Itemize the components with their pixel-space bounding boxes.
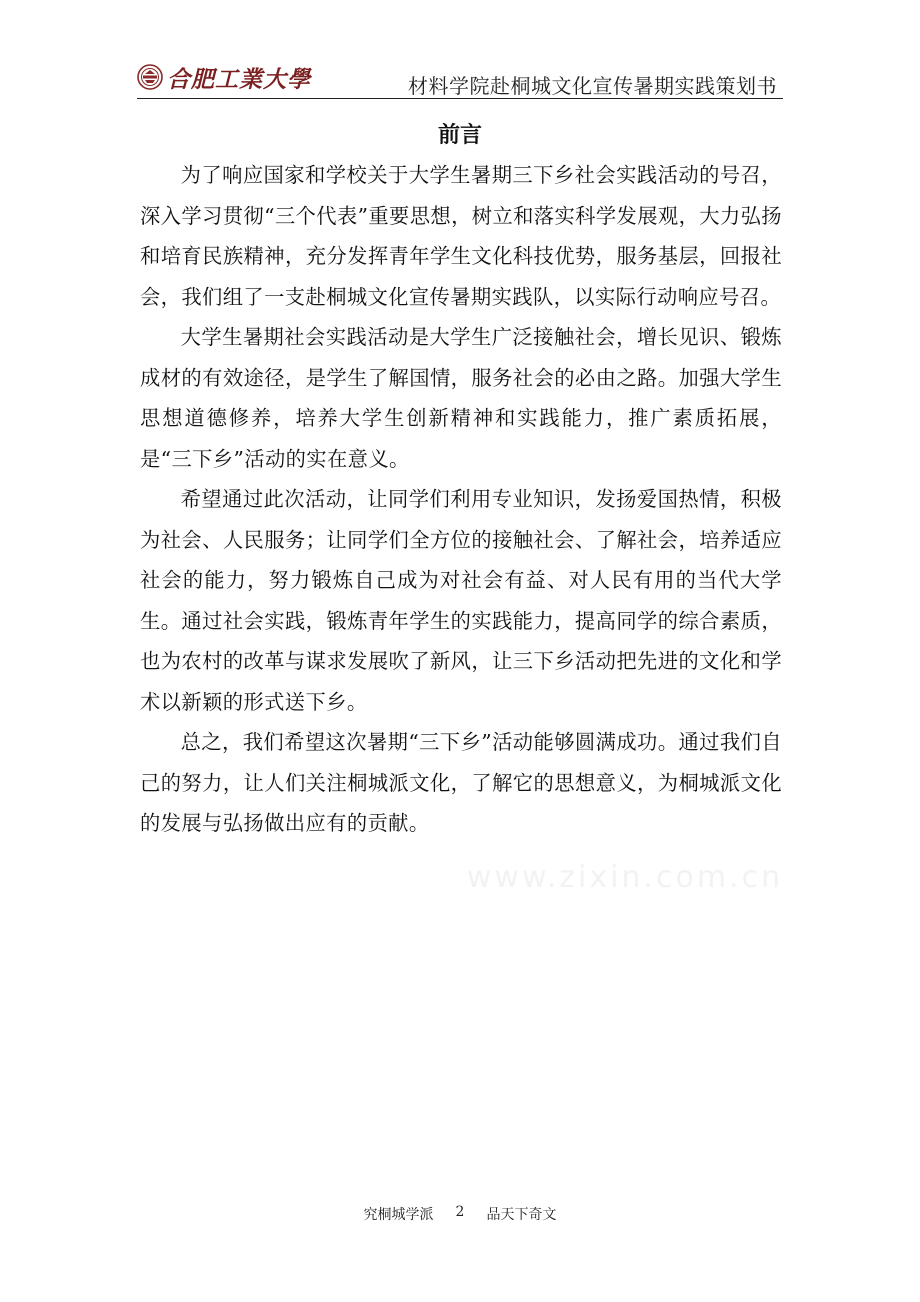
paragraph: 为了响应国家和学校关于大学生暑期三下乡社会实践活动的号召，深入学习贯彻“三个代表”重要思想，树立和落实科学发展观，大力弘扬和培育民族精神，充分发挥青年学生文化科技优势，服务基层，回报社会，我们组了一支赴桐城文化宣传暑期实践队，以实际行动响应号召。 (140, 163, 782, 309)
page-footer (0, 1204, 920, 1224)
paragraph: 总之，我们希望这次暑期“三下乡”活动能够圆满成功。通过我们自己的努力，让人们关注桐城派文化，了解它的思想意义，为桐城派文化的发展与弘扬做出应有的贡献。 (140, 730, 782, 835)
paragraph: 希望通过此次活动，让同学们利用专业知识，发扬爱国热情，积极为社会、人民服务；让同学们全方位的接触社会、了解社会，培养适应社会的能力，努力锻炼自己成为对社会有益、对人民有用的当代大学生。通过社会实践，锻炼青年学生的实践能力，提高同学的综合素质，也为农村的改革与谋求发展吹了新风，让三下乡活动把先进的文化和学术以新颖的形式送下乡。 (140, 487, 782, 714)
section-title: 前言 (437, 123, 482, 148)
university-seal-icon (137, 64, 163, 90)
document-header-title: 材料学院赴桐城文化宣传暑期实践策划书 (408, 74, 777, 98)
paragraph: 大学生暑期社会实践活动是大学生广泛接触社会，增长见识、锻炼成材的有效途径，是学生了解国情，服务社会的必由之路。加强大学生思想道德修养，培养大学生创新精神和实践能力，推广素质拓展，是“三下乡”活动的实在意义。 (140, 325, 782, 471)
footer-right-text: 品天下奇文 (486, 1207, 557, 1223)
body-text (140, 155, 782, 844)
university-logo (137, 60, 311, 94)
footer-left-text: 究桐城学派 (363, 1207, 434, 1223)
page-header (137, 58, 783, 99)
page-number: 2 (455, 1204, 465, 1220)
watermark: www.zixin.com.cn (466, 860, 784, 895)
logo-wordmark: 合肥工業大學 (167, 65, 311, 93)
